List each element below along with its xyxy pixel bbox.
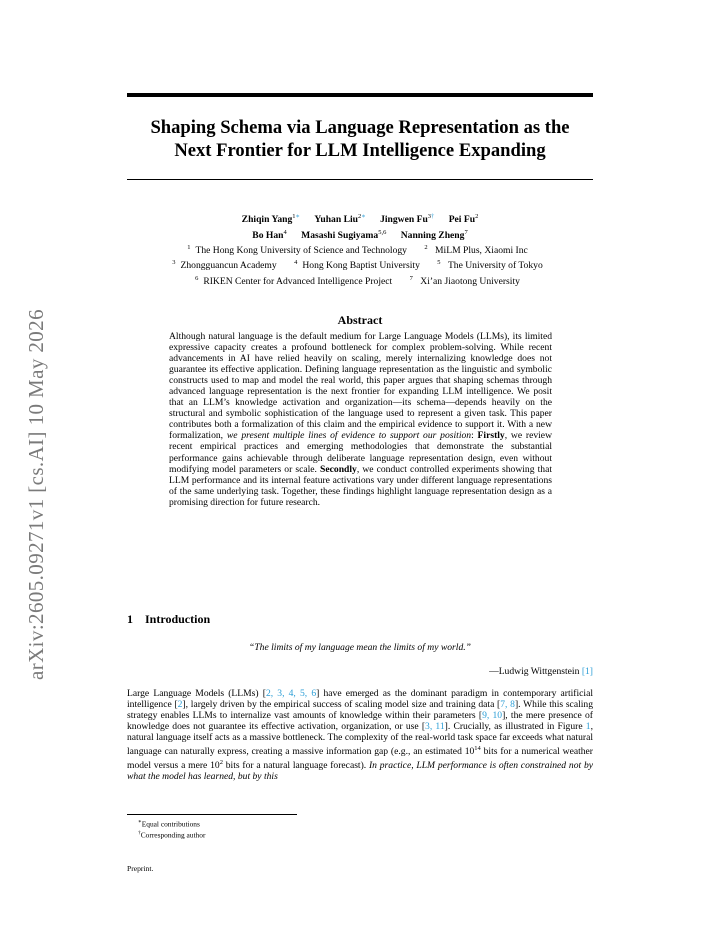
paper-title: [127, 116, 593, 162]
footnote: †Corresponding author: [138, 829, 206, 840]
citation-link[interactable]: 9, 10: [482, 709, 503, 721]
citation-link[interactable]: 2: [177, 698, 183, 710]
author-block: [110, 211, 610, 288]
footnotes: [138, 818, 205, 839]
title-top-rule: [127, 93, 593, 97]
affiliation-line-2: [110, 257, 610, 272]
footnote-rule: [127, 814, 297, 815]
citation-link[interactable]: 7, 8: [500, 698, 515, 710]
affiliation: $^7$ Xi’an Jiaotong University: [409, 274, 520, 287]
author: Bo Han$^4$: [252, 228, 287, 241]
arxiv-id[interactable]: arXiv:2605.09271v1 [cs.AI] 10 May 2026: [24, 309, 48, 680]
author: Yuhan Liu$^{2∗}$: [314, 213, 366, 226]
affiliation: $^4$ Hong Kong Baptist University: [294, 259, 420, 272]
author: Zhiqin Yang$^{1∗}$: [241, 213, 300, 226]
abstract-body: Although natural language is the default medium for Large Language Models (LLMs), its limited expressive capacity creates a profound bottleneck for complex problem-solving. While recent advancements in AI have relied heavily on scaling, merely internalizing knowledge does not guarantee its effective application. Defining language representation as the linguistic and symbolic constructs used to map and model the real world, this paper argues that shaping schemas through advanced language representation is the next frontier for expanding LLM intelligence. We posit that an LLM’s knowledge activation and organization—its schema—depends heavily on the structural and symbolic sophistication of the language used to represent a given task. This paper contributes both a formalization of this claim and the empirical evidence to support it. With a new formalization, we present multiple lines of evidence to support our position: Firstly, we review recent empirical practices and emerging methodologies that demonstrate the substantial performance gains achievable through deliberate language representation design, even without modifying model parameters or scale. Secondly, we conduct controlled experiments showing that LLM performance and its internal feature activations vary under different language representations of the same underlying task. Together, these findings highlight language representation design as a promising direction for future research.: [169, 331, 553, 508]
author: Jingwen $Fu^{3\dagger}$: [380, 213, 435, 226]
intro-paragraph: Large Language Models (LLMs) [2, 3, 4, 5, 6] have emerged as the dominant paradigm in contemporary artificial intelligence [2], largely driven by the empirical success of scaling model size and training data [7, 8]. While this scaling strategy enables LLMs to internalize vast amounts of knowledge within their parameters [9, 10], the mere presence of knowledge does not guarantee its effective activation, organization, or use [3, 11]. Crucially, as illustrated in Figure 1, natural language itself acts as a massive bottleneck. The complexity of the real-world task space far exceeds what natural language can naturally express, creating a massive information gap (e.g., an estimated $10^{14}$ bits for a numerical weather model versus a mere $10^2$ bits for a natural language forecast). In practice, LLM performance is often constrained not by what the model has learned, but by this: [127, 688, 594, 783]
author: Masashi Sugiyama$^{5,6}$: [301, 228, 387, 241]
title-line-1: Shaping Schema via Language Representation as the: [150, 117, 570, 138]
affiliation-line-3: [110, 273, 610, 288]
citation-link[interactable]: [1]: [581, 666, 593, 677]
epigraph-quote: “The limits of my language mean the limits of my world.”: [249, 642, 471, 653]
citation-link[interactable]: 2, 3, 4, 5, 6: [265, 688, 317, 699]
author: Nanning Zheng$^7$: [400, 228, 468, 241]
epigraph-author: —Ludwig Wittgenstein [1]: [489, 666, 593, 677]
citation-link[interactable]: 3, 11: [425, 720, 445, 732]
abstract-heading: Abstract: [337, 313, 383, 327]
affiliation-line-1: [110, 242, 610, 257]
section-title: Introduction: [145, 612, 211, 626]
author-line-1: [110, 211, 610, 226]
preprint-label: Preprint.: [127, 864, 154, 873]
arxiv-watermark: [22, 255, 48, 680]
section-number: 1: [127, 612, 133, 626]
author: Pei Fu$^2$: [448, 213, 479, 226]
figure-link[interactable]: 1: [585, 720, 591, 732]
title-line-2: Next Frontier for LLM Intelligence Expanding: [174, 140, 546, 161]
affiliation: $^5$ The University of Tokyo: [437, 259, 543, 272]
title-bottom-rule: [127, 179, 593, 180]
affiliation: $^6$ RIKEN Center for Advanced Intelligence Project: [195, 274, 393, 287]
author-line-2: [110, 226, 610, 241]
section-heading: [127, 612, 210, 627]
footnote: ∗Equal contributions: [138, 819, 200, 829]
affiliation: $^2$ MiLM Plus, Xiaomi Inc: [424, 243, 528, 256]
affiliation: $^3$ Zhongguancun Academy: [172, 259, 277, 272]
affiliation: $^1$ The Hong Kong University of Science and Technology: [187, 243, 407, 256]
